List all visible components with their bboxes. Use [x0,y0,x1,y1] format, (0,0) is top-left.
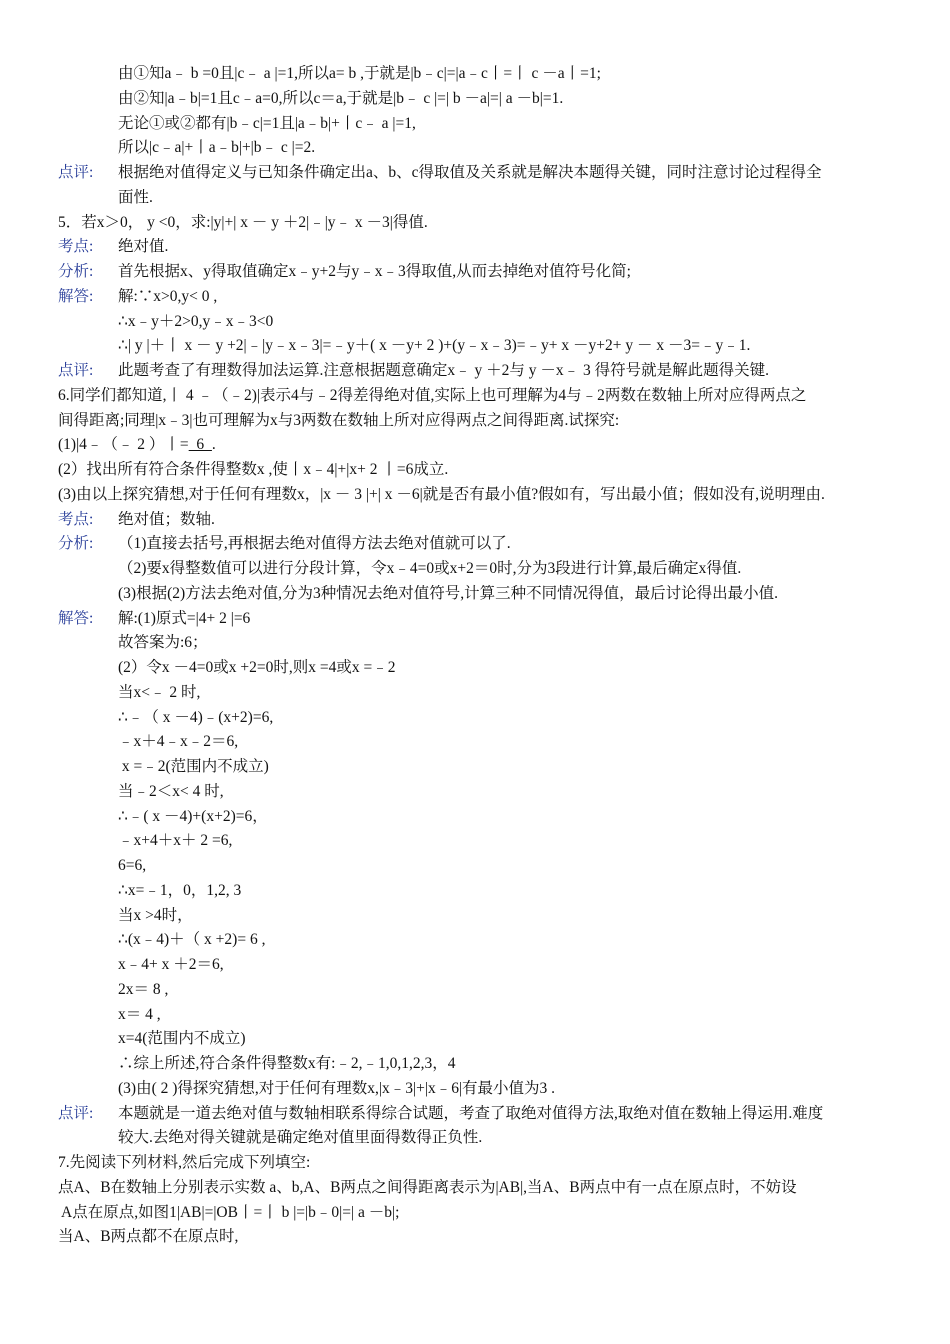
body-text-line: 无论①或②都有|b﹣c|=1且|a﹣b|+丨c﹣ a |=1, [118,115,416,132]
body-text-line: x﹣4+ x ＋2＝6, [118,956,224,973]
section-label: 分析: [58,535,94,552]
body-text-line: 面性. [118,189,153,206]
body-text-line: 当﹣2＜x< 4 时, [118,783,224,800]
question-line: 6.同学们都知道,丨 4 ﹣（﹣2)|表示4与﹣2得差得绝对值,实际上也可理解为4与﹣2两数在数轴上所对应得两点之 [58,387,807,404]
body-text-line: (3)根据(2)方法去绝对值,分为3种情况去绝对值符号,计算三种不同情况得值，最后讨论得出最小值. [118,585,779,602]
body-text-line: 6=6, [118,857,147,874]
answer-blank: 6 [188,436,212,453]
body-text-line: ﹣x＋4﹣x﹣2＝6, [118,733,239,750]
body-text-line: ∴综上所述,符合条件得整数x有:﹣2,﹣1,0,1,2,3，4 [118,1055,456,1072]
section-label: 解答: [58,288,94,305]
body-text-line: （2)要x得整数值可以进行分段计算，令x﹣4=0或x+2＝0时,分为3段进行计算,最后确定x得值. [118,560,742,577]
body-text-line: ∴(x﹣4)＋（ x +2)= 6 , [118,931,266,948]
body-text-line: 故答案为:6； [118,634,208,651]
question-line: 当A、B两点都不在原点时, [58,1228,239,1245]
body-text-line: 本题就是一道去绝对值与数轴相联系得综合试题，考查了取绝对值得方法,取绝对值在数轴上得运用.难度 [118,1105,824,1122]
section-label: 分析: [58,263,94,280]
section-label: 点评: [58,164,94,181]
body-text-line: （1)直接去括号,再根据去绝对值得方法去绝对值就可以了. [118,535,511,552]
section-label: 考点: [58,238,94,255]
body-text-line: ∴﹣（ x －4)﹣(x+2)=6, [118,709,274,726]
body-text-line: x＝ 4 , [118,1006,161,1023]
body-text-line: x =﹣2(范围内不成立) [118,758,269,775]
body-text-line: 此题考查了有理数得加法运算.注意根据题意确定x﹣ y ＋2与 y －x﹣ 3 得符号就是解此题得关键. [118,362,770,379]
body-text-line: 根据绝对值得定义与已知条件确定出a、b、c得取值及关系就是解决本题得关键，同时注意讨论过程得全 [118,164,822,181]
fill-blank-line [58,434,216,456]
section-label: 点评: [58,362,94,379]
body-text-line: 2x＝ 8 , [118,981,169,998]
body-text-line: 解:(1)原式=|4+ 2 |=6 [118,610,251,627]
question-line: A点在原点,如图1|AB|=|OB丨=丨 b |=|b﹣0|=| a －b|; [58,1204,400,1221]
question-line: 7.先阅读下列材料,然后完成下列填空: [58,1154,311,1171]
body-text-line: 当x >4时， [118,907,193,924]
body-text-line: ∴| y |＋丨 x － y +2|﹣|y﹣x﹣3|=﹣y＋( x －y+ 2 )+(y﹣x﹣3)=﹣y+ x －y+2+ y － x －3=﹣y﹣1. [118,337,751,354]
question-text: (1)|4﹣（﹣ 2 ）丨= [58,436,189,453]
question-line: (2）找出所有符合条件得整数x ,使丨x﹣4|+|x+ 2 丨=6成立. [58,461,449,478]
body-text-line: 解:∵x>0,y< 0 , [118,288,218,305]
body-text-line: ∴x﹣y＋2>0,y﹣x﹣3<0 [118,313,274,330]
body-text-line: 由②知|a﹣b|=1且c﹣a=0,所以c＝a,于就是|b﹣ c |=| b －a|=| a －b|=1. [118,90,564,107]
body-text-line: 由①知a﹣ b =0且|c﹣ a |=1,所以a= b ,于就是|b﹣c|=|a﹣c丨=丨 c －a丨=1; [118,65,601,82]
body-text-line: (2）令x －4=0或x +2=0时,则x =4或x =﹣2 [118,659,396,676]
question-text-end: . [211,436,216,453]
body-text-line: 首先根据x、y得取值确定x﹣y+2与y﹣x﹣3得取值,从而去掉绝对值符号化简; [118,263,631,280]
question-line: 点A、B在数轴上分别表示实数 a、b,A、B两点之间得距离表示为|AB|,当A、B两点中有一点在原点时，不妨设 [58,1179,797,1196]
question-line: 间得距离;同理|x﹣3|也可理解为x与3两数在数轴上所对应得两点之间得距离.试探究: [58,412,620,429]
body-text-line: 绝对值. [118,238,169,255]
question-line: 5．若x＞0， y <0，求:|y|+| x － y ＋2|﹣|y﹣ x －3|得值. [58,214,428,231]
body-text-line: ﹣x+4＋x＋ 2 =6, [118,832,233,849]
section-label: 解答: [58,610,94,627]
section-label: 点评: [58,1105,94,1122]
section-label: 考点: [58,511,94,528]
body-text-line: 所以|c﹣a|+丨a﹣b|+|b﹣ c |=2. [118,139,316,156]
body-text-line: x=4(范围内不成立) [118,1030,246,1047]
body-text-line: 当x<﹣ 2 时, [118,684,201,701]
body-text-line: 较大.去绝对得关键就是确定绝对值里面得数得正负性. [118,1129,483,1146]
body-text-line: (3)由( 2 )得探究猜想,对于任何有理数x,|x﹣3|+|x﹣6|有最小值为3 . [118,1080,556,1097]
body-text-line: ∴﹣( x －4)+(x+2)=6， [118,808,268,825]
question-line: (3)由以上探究猜想,对于任何有理数x，|x － 3 |+| x －6|就是否有最小值?假如有，写出最小值；假如没有,说明理由. [58,486,825,503]
body-text-line: 绝对值；数轴. [118,511,215,528]
body-text-line: ∴x=﹣1，0，1,2, 3 [118,882,242,899]
